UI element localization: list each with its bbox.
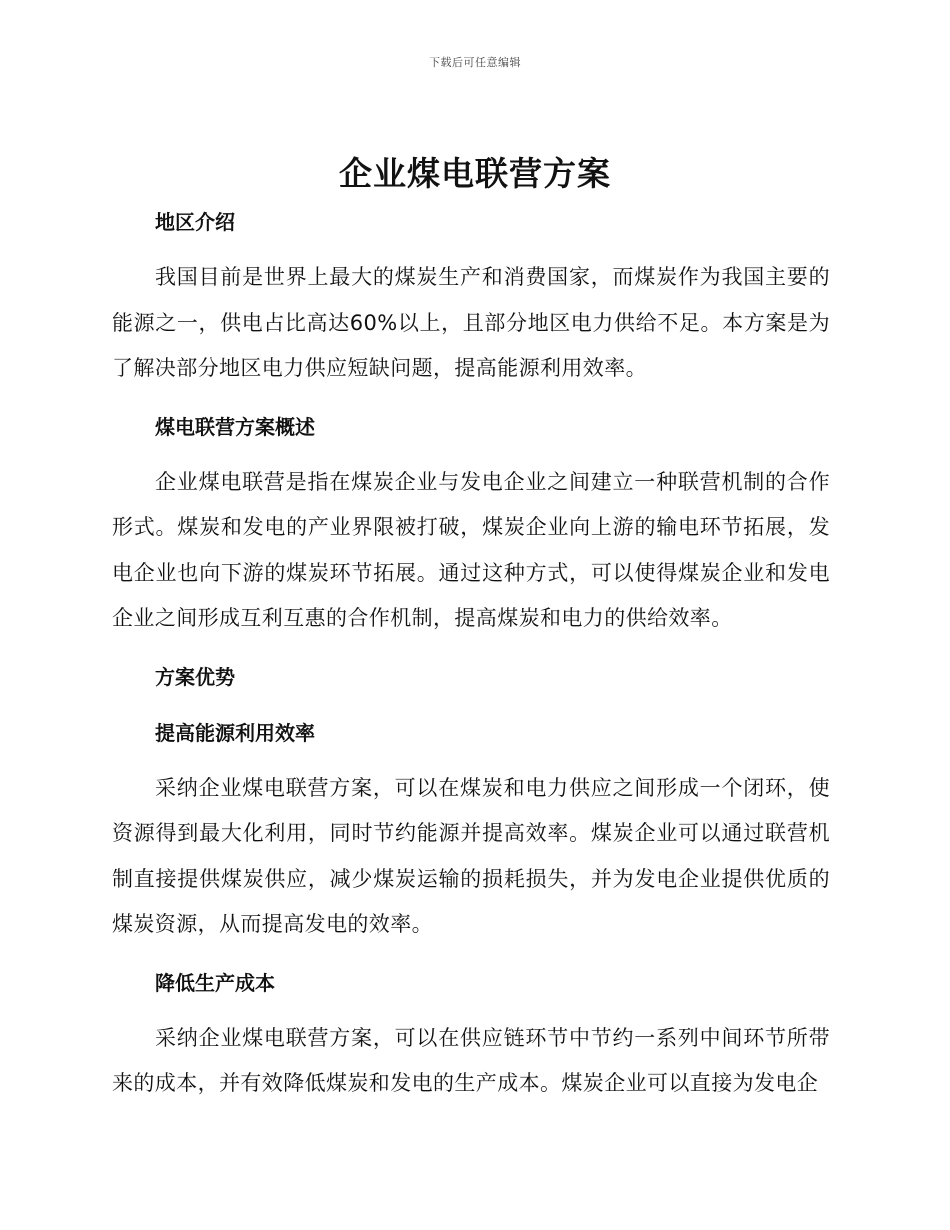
subsection-heading-cost: 降低生产成本	[155, 970, 275, 995]
paragraph-efficiency: 采纳企业煤电联营方案，可以在煤炭和电力供应之间形成一个闭环，使资源得到最大化利用，同时节约能源并提高效率。煤炭企业可以通过联营机制直接提供煤炭供应，减少煤炭运输的损耗损失，并为发电企业提供优质的煤炭资源，从而提高发电的效率。	[112, 775, 830, 936]
paragraph-region: 我国目前是世界上最大的煤炭生产和消费国家，而煤炭作为我国主要的能源之一，供电占比高达60%以上，且部分地区电力供给不足。本方案是为了解决部分地区电力供应短缺问题，提高能源利用效率。	[112, 265, 830, 380]
section-heading-advantages: 方案优势	[155, 664, 235, 689]
paragraph-cost: 采纳企业煤电联营方案，可以在供应链环节中节约一系列中间环节所带来的成本，并有效降低煤炭和发电的生产成本。煤炭企业可以直接为发电企	[112, 1025, 830, 1095]
paragraph-overview: 企业煤电联营是指在煤炭企业与发电企业之间建立一种联营机制的合作形式。煤炭和发电的产业界限被打破，煤炭企业向上游的输电环节拓展，发电企业也向下游的煤炭环节拓展。通过这种方式，可以使得煤炭企业和发电企业之间形成互利互惠的合作机制，提高煤炭和电力的供给效率。	[112, 469, 830, 630]
document-body	[112, 203, 830, 1107]
section-heading-region: 地区介绍	[155, 210, 235, 234]
header-note: 下载后可任意编辑	[429, 56, 521, 69]
document-title: 企业煤电联营方案	[339, 154, 611, 193]
subsection-heading-efficiency: 提高能源利用效率	[155, 720, 315, 745]
section-heading-overview: 煤电联营方案概述	[155, 414, 315, 439]
